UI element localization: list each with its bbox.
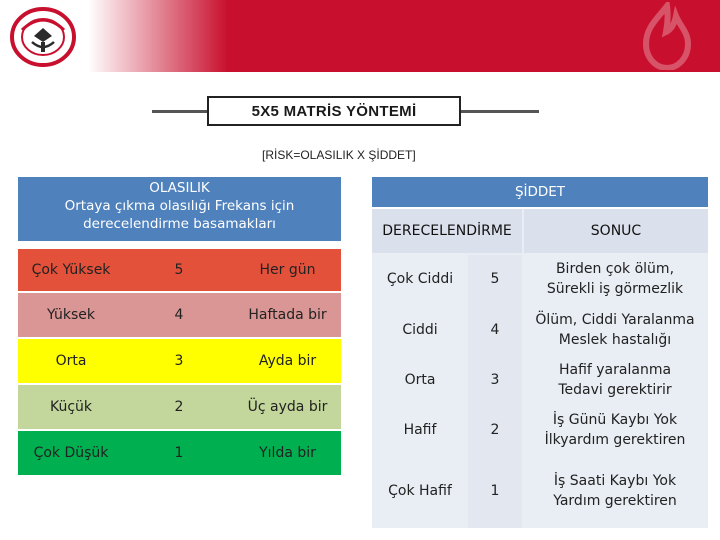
severity-header: ŞİDDET xyxy=(372,177,708,207)
probability-row xyxy=(18,431,341,475)
probability-score: 4 xyxy=(174,307,184,323)
probability-row xyxy=(18,385,341,429)
probability-frequency: Haftada bir xyxy=(248,307,327,323)
severity-level: Ciddi xyxy=(402,322,438,338)
severity-score: 5 xyxy=(490,271,500,287)
severity-result-header: SONUC xyxy=(524,209,708,253)
risk-formula: [RİSK=OLASILIK X ŞİDDET] xyxy=(262,148,416,162)
probability-score: 1 xyxy=(174,445,184,461)
severity-level: Hafif xyxy=(403,422,437,438)
probability-row xyxy=(18,339,341,383)
severity-result: Ölüm, Ciddi Yaralanma Meslek hastalığı xyxy=(535,312,695,348)
severity-result: İş Saati Kaybı Yok Yardım gerektiren xyxy=(553,473,677,509)
ministry-logo xyxy=(8,6,78,68)
severity-level: Orta xyxy=(404,372,436,388)
flame-icon xyxy=(632,2,702,70)
severity-score: 1 xyxy=(490,483,500,499)
severity-score: 4 xyxy=(490,322,500,338)
probability-frequency: Üç ayda bir xyxy=(247,399,328,415)
probability-frequency: Yılda bir xyxy=(259,445,316,461)
severity-result: İş Günü Kaybı Yok İlkyardım gerektiren xyxy=(544,412,686,448)
page-title: 5X5 MATRİS YÖNTEMİ xyxy=(207,96,461,126)
probability-level: Orta xyxy=(55,353,87,369)
header-band xyxy=(0,0,720,72)
probability-row xyxy=(18,293,341,337)
probability-frequency: Ayda bir xyxy=(258,353,317,369)
probability-score: 5 xyxy=(174,262,184,278)
probability-score: 3 xyxy=(174,353,184,369)
probability-level: Yüksek xyxy=(47,307,95,323)
probability-level: Çok Yüksek xyxy=(31,262,111,278)
severity-level: Çok Hafif xyxy=(388,483,452,499)
probability-header: OLASILIK Ortaya çıkma olasılığı Frekans için derecelendirme basamakları xyxy=(18,177,341,241)
severity-rating-header: DERECELENDİRME xyxy=(372,209,522,253)
severity-result: Hafif yaralanma Tedavi gerektirir xyxy=(558,362,672,398)
severity-score: 2 xyxy=(490,422,500,438)
probability-level: Çok Düşük xyxy=(33,445,109,461)
probability-frequency: Her gün xyxy=(259,262,316,278)
severity-table xyxy=(372,209,708,528)
severity-level: Çok Ciddi xyxy=(386,271,454,287)
probability-score: 2 xyxy=(174,399,184,415)
severity-score: 3 xyxy=(490,372,500,388)
probability-level: Küçük xyxy=(49,399,93,415)
probability-row xyxy=(18,249,341,291)
severity-result: Birden çok ölüm, Sürekli iş görmezlik xyxy=(546,261,684,297)
